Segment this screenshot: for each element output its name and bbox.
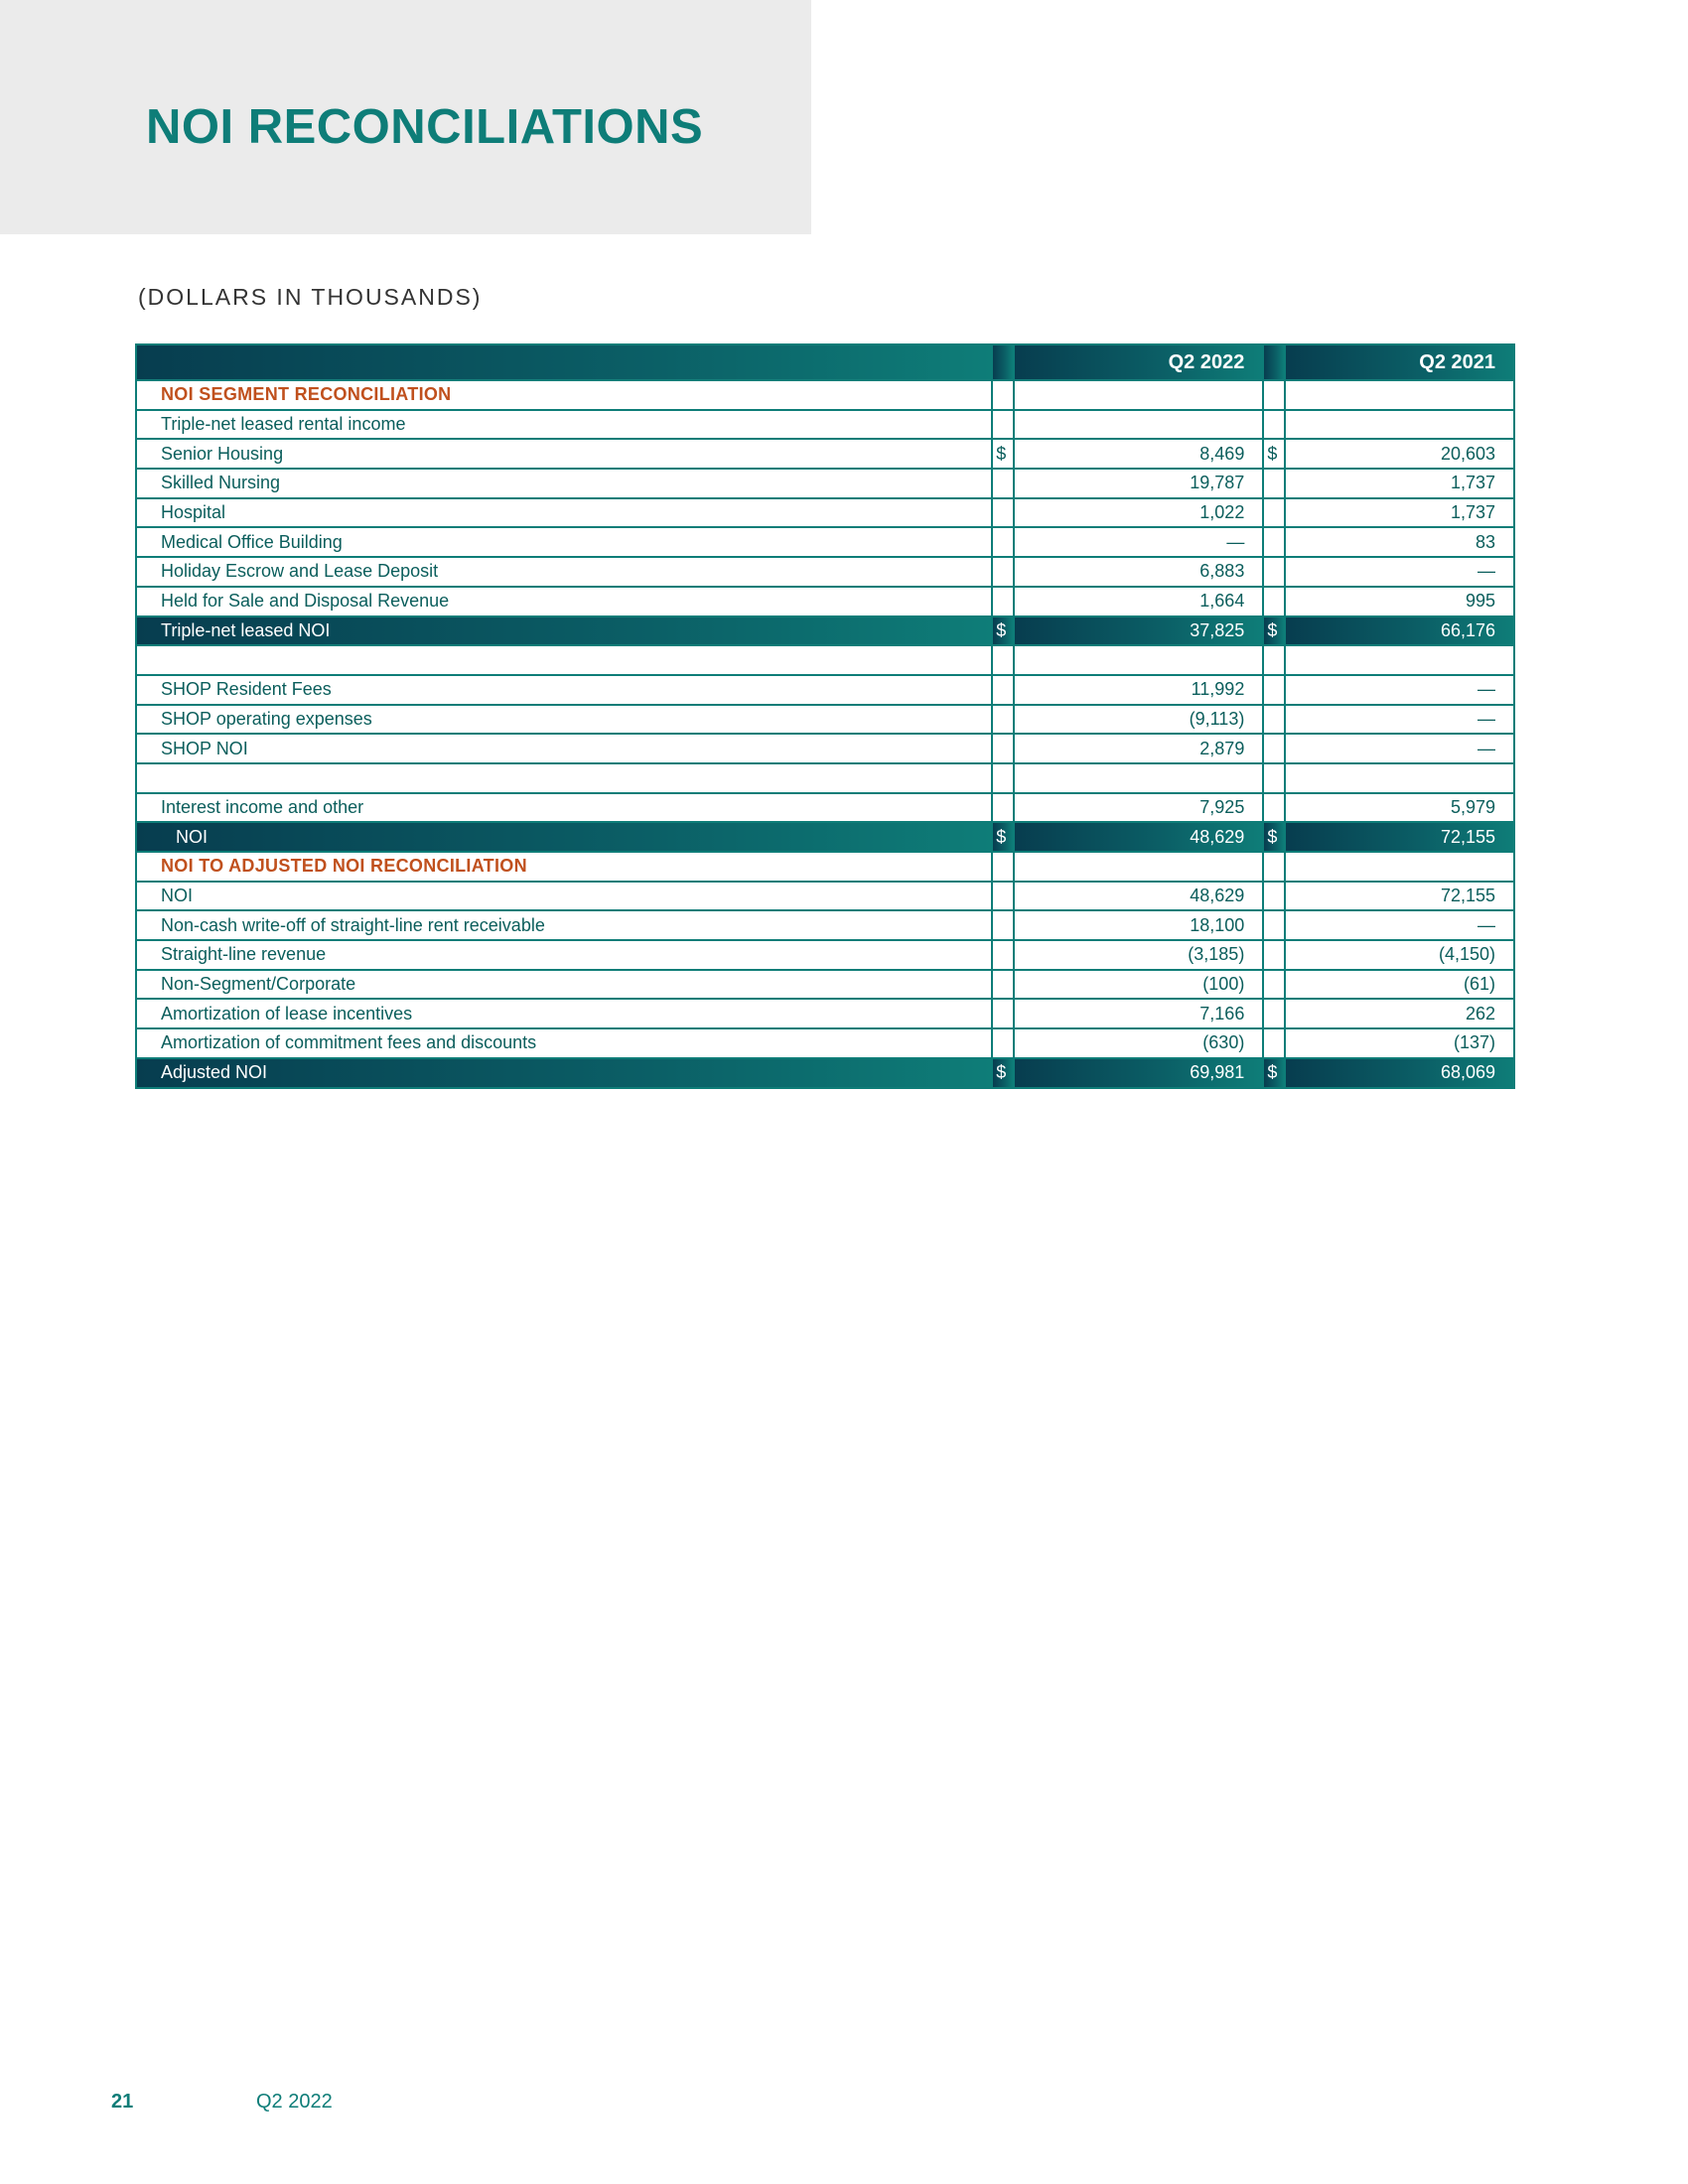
value-q2-2022: 48,629 [1014, 822, 1264, 852]
currency-symbol [1263, 469, 1284, 498]
value-q2-2022: 7,925 [1014, 793, 1264, 823]
value-q2-2021: 68,069 [1285, 1058, 1514, 1088]
currency-symbol [992, 527, 1013, 557]
currency-symbol: $ [992, 439, 1013, 469]
row-label: Non-cash write-off of straight-line rent receivable [136, 910, 992, 940]
value-q2-2021: (61) [1285, 970, 1514, 1000]
total-row [136, 616, 1514, 646]
table-row [136, 793, 1514, 823]
currency-symbol [1263, 587, 1284, 616]
currency-symbol: $ [1263, 439, 1284, 469]
currency-symbol [1263, 410, 1284, 440]
value-q2-2021: — [1285, 557, 1514, 587]
header-spacer [992, 344, 1013, 380]
table-row [136, 734, 1514, 763]
value-q2-2021: 72,155 [1285, 822, 1514, 852]
row-label: NOI TO ADJUSTED NOI RECONCILIATION [136, 852, 992, 882]
currency-symbol: $ [992, 822, 1013, 852]
row-label: Interest income and other [136, 793, 992, 823]
value-q2-2021 [1285, 852, 1514, 882]
value-q2-2021: 995 [1285, 587, 1514, 616]
value-q2-2022: 69,981 [1014, 1058, 1264, 1088]
total-row [136, 822, 1514, 852]
value-q2-2022: 19,787 [1014, 469, 1264, 498]
row-label: Medical Office Building [136, 527, 992, 557]
currency-symbol [992, 1028, 1013, 1058]
value-q2-2022: 6,883 [1014, 557, 1264, 587]
header-spacer [1263, 344, 1284, 380]
value-q2-2022: 1,022 [1014, 498, 1264, 528]
value-q2-2022: 1,664 [1014, 587, 1264, 616]
currency-symbol [992, 675, 1013, 705]
row-label: Amortization of commitment fees and discounts [136, 1028, 992, 1058]
table-row [136, 999, 1514, 1028]
value-q2-2022: (9,113) [1014, 705, 1264, 735]
row-label: SHOP Resident Fees [136, 675, 992, 705]
value-q2-2021: 72,155 [1285, 882, 1514, 911]
header-label-cell [136, 344, 992, 380]
table-row [136, 439, 1514, 469]
row-label: SHOP operating expenses [136, 705, 992, 735]
row-label [136, 645, 992, 675]
value-q2-2021: — [1285, 705, 1514, 735]
table-row [136, 469, 1514, 498]
table-row [136, 763, 1514, 793]
value-q2-2022 [1014, 852, 1264, 882]
value-q2-2021: — [1285, 675, 1514, 705]
value-q2-2022 [1014, 645, 1264, 675]
currency-symbol [1263, 940, 1284, 970]
row-label: Holiday Escrow and Lease Deposit [136, 557, 992, 587]
row-label: Non-Segment/Corporate [136, 970, 992, 1000]
row-label: Straight-line revenue [136, 940, 992, 970]
row-label: Amortization of lease incentives [136, 999, 992, 1028]
currency-symbol: $ [1263, 1058, 1284, 1088]
row-label: Adjusted NOI [136, 1058, 992, 1088]
value-q2-2022 [1014, 763, 1264, 793]
value-q2-2021: — [1285, 734, 1514, 763]
currency-symbol: $ [992, 616, 1013, 646]
page-number: 21 [111, 2091, 134, 2113]
page-title: NOI RECONCILIATIONS [146, 100, 704, 154]
table-row [136, 1028, 1514, 1058]
value-q2-2021: 262 [1285, 999, 1514, 1028]
section-header-row [136, 852, 1514, 882]
currency-symbol [992, 852, 1013, 882]
noi-reconciliation-table [135, 343, 1515, 1089]
currency-symbol [992, 645, 1013, 675]
currency-symbol [1263, 793, 1284, 823]
row-label: SHOP NOI [136, 734, 992, 763]
currency-symbol [992, 882, 1013, 911]
row-label: Hospital [136, 498, 992, 528]
table-row [136, 882, 1514, 911]
currency-symbol [992, 793, 1013, 823]
row-label: NOI [136, 882, 992, 911]
table-row [136, 970, 1514, 1000]
value-q2-2021 [1285, 380, 1514, 410]
currency-symbol [992, 940, 1013, 970]
value-q2-2022 [1014, 410, 1264, 440]
value-q2-2022: 8,469 [1014, 439, 1264, 469]
currency-symbol [1263, 970, 1284, 1000]
currency-symbol [992, 469, 1013, 498]
currency-symbol [1263, 380, 1284, 410]
currency-symbol [1263, 882, 1284, 911]
currency-symbol [992, 999, 1013, 1028]
table-row [136, 498, 1514, 528]
value-q2-2021: 20,603 [1285, 439, 1514, 469]
units-subtitle: (DOLLARS IN THOUSANDS) [138, 284, 483, 310]
value-q2-2021: (137) [1285, 1028, 1514, 1058]
currency-symbol [1263, 498, 1284, 528]
table-row [136, 910, 1514, 940]
currency-symbol [1263, 675, 1284, 705]
currency-symbol [992, 763, 1013, 793]
total-row [136, 1058, 1514, 1088]
table-row [136, 940, 1514, 970]
table-row [136, 557, 1514, 587]
value-q2-2021: 66,176 [1285, 616, 1514, 646]
value-q2-2021: — [1285, 910, 1514, 940]
currency-symbol [992, 380, 1013, 410]
currency-symbol [992, 410, 1013, 440]
column-header: Q2 2021 [1285, 344, 1514, 380]
value-q2-2022: 48,629 [1014, 882, 1264, 911]
currency-symbol [992, 587, 1013, 616]
table-row [136, 645, 1514, 675]
currency-symbol [992, 734, 1013, 763]
currency-symbol [1263, 557, 1284, 587]
section-header-row [136, 380, 1514, 410]
value-q2-2021: 1,737 [1285, 469, 1514, 498]
footer-period: Q2 2022 [256, 2091, 333, 2113]
value-q2-2021: (4,150) [1285, 940, 1514, 970]
currency-symbol [1263, 852, 1284, 882]
table-row [136, 705, 1514, 735]
currency-symbol [992, 705, 1013, 735]
value-q2-2022: 2,879 [1014, 734, 1264, 763]
column-header: Q2 2022 [1014, 344, 1264, 380]
table-row [136, 587, 1514, 616]
value-q2-2022: 11,992 [1014, 675, 1264, 705]
currency-symbol [992, 498, 1013, 528]
value-q2-2022 [1014, 380, 1264, 410]
currency-symbol [1263, 1028, 1284, 1058]
value-q2-2021 [1285, 645, 1514, 675]
currency-symbol [1263, 734, 1284, 763]
currency-symbol [1263, 645, 1284, 675]
currency-symbol [1263, 763, 1284, 793]
currency-symbol: $ [1263, 616, 1284, 646]
value-q2-2021: 83 [1285, 527, 1514, 557]
row-label [136, 763, 992, 793]
value-q2-2022: 37,825 [1014, 616, 1264, 646]
currency-symbol [1263, 705, 1284, 735]
currency-symbol [1263, 527, 1284, 557]
currency-symbol [992, 970, 1013, 1000]
table-row [136, 410, 1514, 440]
row-label: Triple-net leased NOI [136, 616, 992, 646]
table-row [136, 675, 1514, 705]
row-label: NOI [136, 822, 992, 852]
row-label: NOI SEGMENT RECONCILIATION [136, 380, 992, 410]
currency-symbol: $ [1263, 822, 1284, 852]
value-q2-2021: 5,979 [1285, 793, 1514, 823]
value-q2-2022: (630) [1014, 1028, 1264, 1058]
row-label: Senior Housing [136, 439, 992, 469]
table-header-row [136, 344, 1514, 380]
currency-symbol [992, 910, 1013, 940]
row-label: Triple-net leased rental income [136, 410, 992, 440]
row-label: Skilled Nursing [136, 469, 992, 498]
value-q2-2021 [1285, 763, 1514, 793]
currency-symbol [992, 557, 1013, 587]
value-q2-2022: 18,100 [1014, 910, 1264, 940]
table-row [136, 527, 1514, 557]
currency-symbol: $ [992, 1058, 1013, 1088]
currency-symbol [1263, 999, 1284, 1028]
value-q2-2022: — [1014, 527, 1264, 557]
value-q2-2022: 7,166 [1014, 999, 1264, 1028]
value-q2-2021: 1,737 [1285, 498, 1514, 528]
value-q2-2021 [1285, 410, 1514, 440]
value-q2-2022: (100) [1014, 970, 1264, 1000]
row-label: Held for Sale and Disposal Revenue [136, 587, 992, 616]
currency-symbol [1263, 910, 1284, 940]
value-q2-2022: (3,185) [1014, 940, 1264, 970]
